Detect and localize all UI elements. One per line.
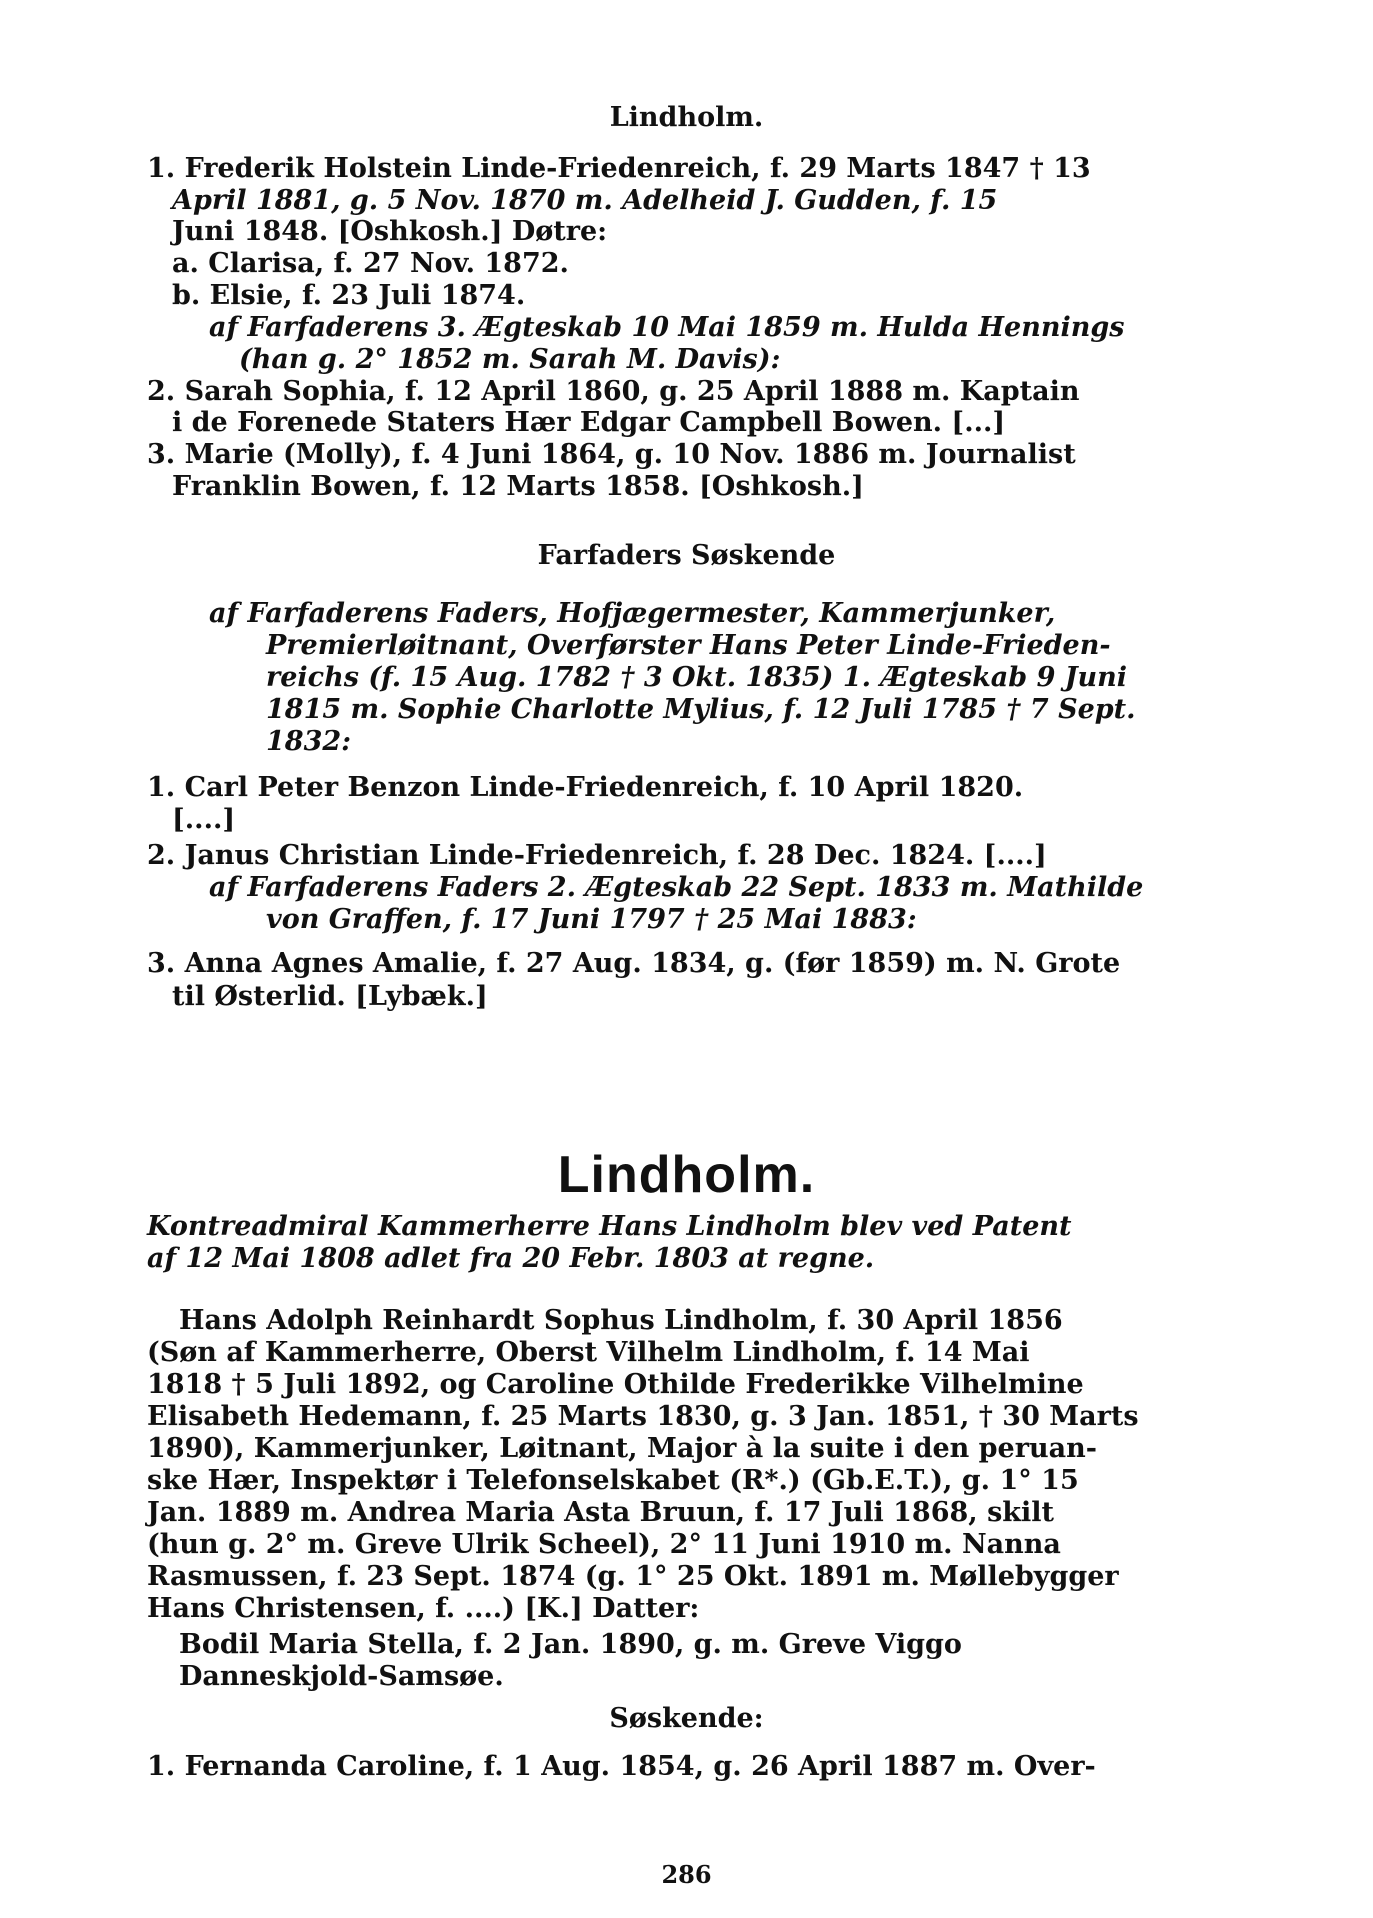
text-line: 3. Marie (Molly), f. 4 Juni 1864, g. 10 Nov. 1886 m. Journalist xyxy=(147,439,1076,470)
text-line: 1832: xyxy=(266,726,352,757)
text-line: af Farfaderens 3. Ægteskab 10 Mai 1859 m. Hulda Hennings xyxy=(209,312,1125,343)
text-line: 2. Sarah Sophia, f. 12 April 1860, g. 25 April 1888 m. Kaptain xyxy=(147,376,1080,407)
text-line: 1. Frederik Holstein Linde-Friedenreich, f. 29 Marts 1847 † 13 xyxy=(147,153,1091,184)
text-line: af 12 Mai 1808 adlet fra 20 Febr. 1803 at regne. xyxy=(147,1243,875,1274)
subheading: Søskende: xyxy=(609,1703,764,1734)
text-line: 1890), Kammerjunker, Løitnant, Major à la suite i den peruan- xyxy=(147,1433,1097,1464)
text-line: Juni 1848. [Oshkosh.] Døtre: xyxy=(172,216,608,247)
text-line: (hun g. 2° m. Greve Ulrik Scheel), 2° 11 Juni 1910 m. Nanna xyxy=(147,1529,1061,1560)
text-line: 2. Janus Christian Linde-Friedenreich, f. 28 Dec. 1824. [....] xyxy=(147,840,1047,871)
text-line: 1. Fernanda Caroline, f. 1 Aug. 1854, g. 26 April 1887 m. Over- xyxy=(147,1751,1096,1782)
text-line: 3. Anna Agnes Amalie, f. 27 Aug. 1834, g. (før 1859) m. N. Grote xyxy=(147,948,1121,979)
subheading: Farfaders Søskende xyxy=(537,540,836,571)
text-line: (Søn af Kammerherre, Oberst Vilhelm Lindholm, f. 14 Mai xyxy=(147,1337,1030,1368)
text-line: reichs (f. 15 Aug. 1782 † 3 Okt. 1835) 1. Ægteskab 9 Juni xyxy=(266,662,1128,693)
text-line: Elisabeth Hedemann, f. 25 Marts 1830, g. 3 Jan. 1851, † 30 Marts xyxy=(147,1401,1139,1432)
running-header: Lindholm. xyxy=(609,102,764,133)
page-number: 286 xyxy=(661,1860,712,1889)
text-line: i de Forenede Staters Hær Edgar Campbell Bowen. [...] xyxy=(172,407,1006,438)
text-line: Bodil Maria Stella, f. 2 Jan. 1890, g. m. Greve Viggo xyxy=(179,1629,962,1660)
text-line: Danneskjold-Samsøe. xyxy=(179,1661,504,1692)
text-line: ske Hær, Inspektør i Telefonselskabet (R*.) (Gb.E.T.), g. 1° 15 xyxy=(147,1465,1079,1496)
text-line: (han g. 2° 1852 m. Sarah M. Davis): xyxy=(239,344,781,375)
text-line: a. Clarisa, f. 27 Nov. 1872. xyxy=(172,248,569,279)
text-line: af Farfaderens Faders 2. Ægteskab 22 Sept. 1833 m. Mathilde xyxy=(209,872,1144,903)
text-line: Hans Christensen, f. ....) [K.] Datter: xyxy=(147,1593,700,1624)
text-line: Hans Adolph Reinhardt Sophus Lindholm, f. 30 April 1856 xyxy=(179,1305,1063,1336)
text-line: Franklin Bowen, f. 12 Marts 1858. [Oshkosh.] xyxy=(172,471,864,502)
text-line: til Østerlid. [Lybæk.] xyxy=(172,981,488,1012)
text-line: Kontreadmiral Kammerherre Hans Lindholm blev ved Patent xyxy=(147,1211,1072,1242)
text-line: 1818 † 5 Juli 1892, og Caroline Othilde Frederikke Vilhelmine xyxy=(147,1369,1084,1400)
text-line: 1. Carl Peter Benzon Linde-Friedenreich, f. 10 April 1820. xyxy=(147,772,1024,803)
text-line: Premierløitnant, Overførster Hans Peter Linde-Frieden- xyxy=(266,630,1111,661)
text-line: Jan. 1889 m. Andrea Maria Asta Bruun, f. 17 Juli 1868, skilt xyxy=(147,1497,1054,1528)
page-title: Lindholm. xyxy=(557,1146,816,1204)
text-line: [....] xyxy=(172,804,236,835)
text-line: af Farfaderens Faders, Hofjægermester, Kammerjunker, xyxy=(209,598,1056,629)
text-line: 1815 m. Sophie Charlotte Mylius, f. 12 Juli 1785 † 7 Sept. xyxy=(266,694,1136,725)
text-line: April 1881, g. 5 Nov. 1870 m. Adelheid J. Gudden, f. 15 xyxy=(172,185,998,216)
text-line: b. Elsie, f. 23 Juli 1874. xyxy=(172,280,526,311)
text-line: Rasmussen, f. 23 Sept. 1874 (g. 1° 25 Okt. 1891 m. Møllebygger xyxy=(147,1561,1119,1592)
text-line: von Graffen, f. 17 Juni 1797 † 25 Mai 1883: xyxy=(266,904,917,935)
